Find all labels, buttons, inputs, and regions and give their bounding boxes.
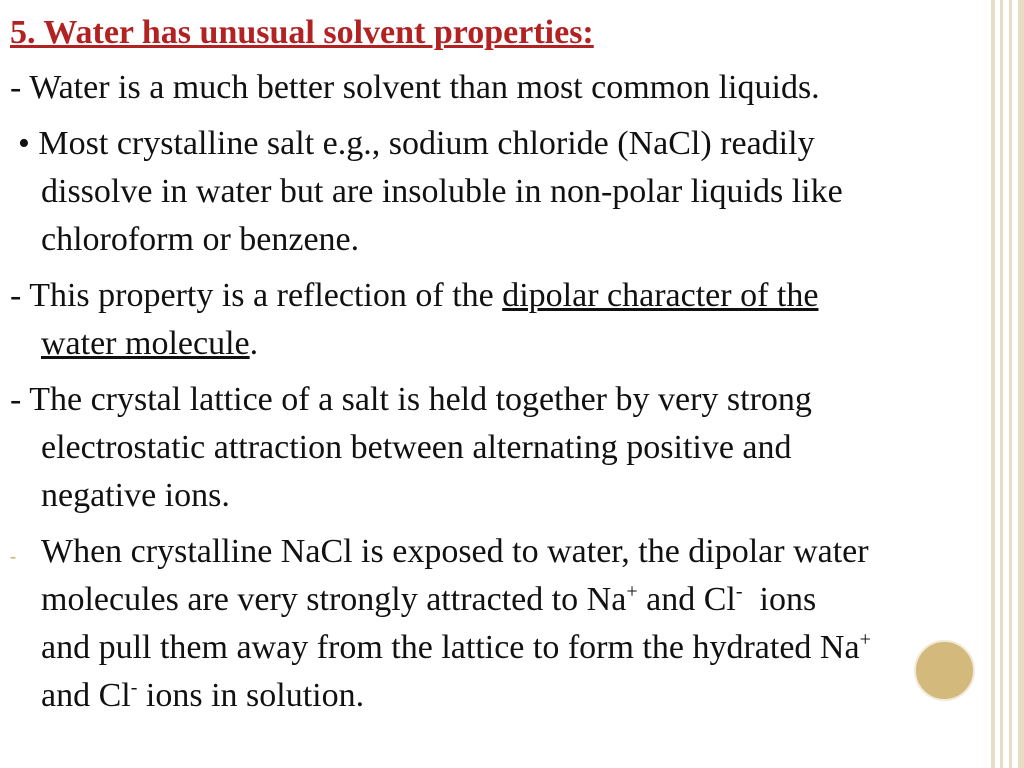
paragraph-4-line-1: The crystal lattice of a salt is held together by very strong xyxy=(29,381,812,418)
dash-marker: - xyxy=(10,277,22,314)
paragraph-4 xyxy=(10,376,1015,520)
paragraph-1 xyxy=(10,64,1015,112)
superscript-plus: + xyxy=(859,628,871,651)
faint-dash-marker: - xyxy=(10,546,16,566)
slide-content xyxy=(10,14,1015,720)
paragraph-5 xyxy=(10,528,1015,720)
decorative-circle xyxy=(914,640,975,701)
superscript-minus: - xyxy=(130,676,138,699)
paragraph-5-text: molecules are very strongly attracted to Na xyxy=(41,581,627,618)
slide-title: 5. Water has unusual solvent properties: xyxy=(10,14,594,51)
paragraph-5-text: and Cl xyxy=(637,581,736,618)
paragraph-4-line-3: negative ions. xyxy=(41,477,230,514)
paragraph-2-line-3: chloroform or benzene. xyxy=(41,221,360,258)
bullet-marker: • xyxy=(18,125,30,162)
paragraph-2-line-2: dissolve in water but are insoluble in non-polar liquids like xyxy=(41,173,843,210)
period: . xyxy=(249,325,259,362)
paragraph-5-text: and pull them away from the lattice to form the hydrated Na xyxy=(41,629,860,666)
stripe xyxy=(1018,0,1024,768)
underlined-phrase-cont: water molecule xyxy=(41,325,250,362)
paragraph-2 xyxy=(10,120,1015,264)
paragraph-3-text: This property is a reflection of the xyxy=(29,277,503,314)
dash-marker: - xyxy=(10,69,22,106)
paragraph-5-text: ions in solution. xyxy=(137,677,365,714)
superscript-minus: - xyxy=(735,580,743,603)
dash-marker: - xyxy=(10,381,22,418)
paragraph-4-line-2: electrostatic attraction between alternating positive and xyxy=(41,429,792,466)
paragraph-3 xyxy=(10,272,1015,368)
paragraph-1-text: Water is a much better solvent than most common liquids. xyxy=(29,69,820,106)
paragraph-5-text: and Cl xyxy=(41,677,131,714)
paragraph-2-line-1: Most crystalline salt e.g., sodium chloride (NaCl) readily xyxy=(38,125,815,162)
paragraph-5-text: ions xyxy=(742,581,817,618)
superscript-plus: + xyxy=(626,580,638,603)
paragraph-5-line-1: When crystalline NaCl is exposed to water, the dipolar water xyxy=(41,533,869,570)
underlined-phrase: dipolar character of the xyxy=(502,277,819,314)
